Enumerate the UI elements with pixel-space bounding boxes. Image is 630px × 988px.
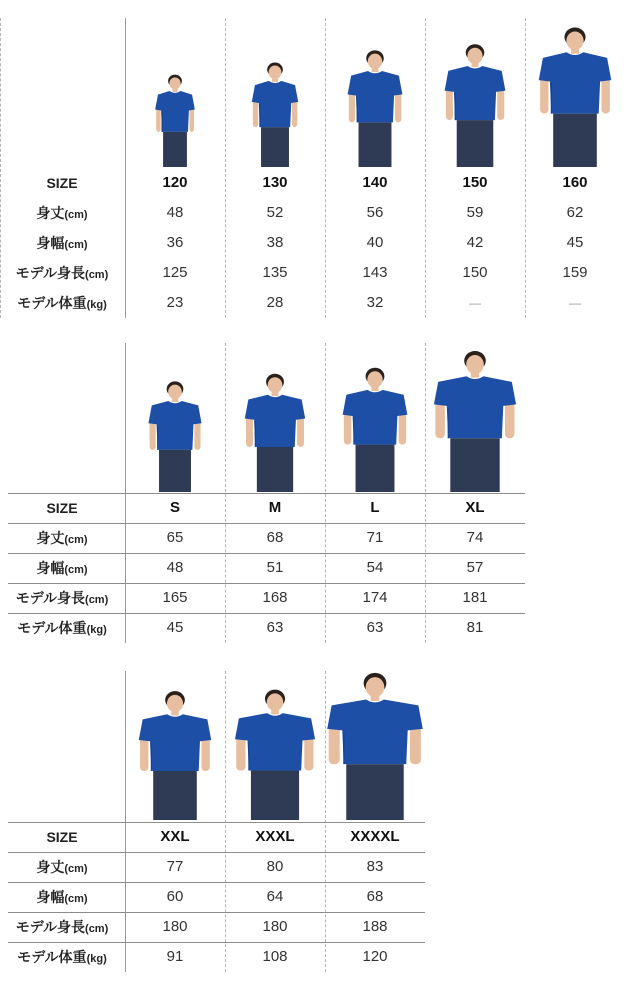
size-header-label: SIZE [46, 500, 78, 516]
row-label-text: モデル体重 [17, 295, 87, 311]
size-column-header: 130 [262, 174, 288, 191]
row-label-text: 身丈 [36, 530, 65, 546]
size-column-header: M [268, 499, 282, 516]
table-cell: — [469, 296, 481, 310]
model-photo [327, 18, 423, 168]
size-column-header: XXL [160, 828, 190, 845]
row-label-unit: (kg) [86, 953, 107, 965]
row-label [0, 852, 124, 882]
model-photo [427, 18, 523, 168]
size-column-header: L [370, 499, 380, 516]
model-photo-icon [327, 18, 423, 168]
table-cell: 168 [262, 589, 288, 606]
table-cell: 77 [166, 858, 184, 875]
model-photo-icon [227, 343, 323, 493]
table-cell: 74 [466, 529, 484, 546]
table-cell: 60 [166, 888, 184, 905]
model-photo [227, 18, 323, 168]
size-table-1 [0, 18, 630, 318]
table-cell: 80 [266, 858, 284, 875]
size-header-label: SIZE [46, 175, 78, 191]
table-cell: 63 [366, 619, 384, 636]
table-cell: 32 [366, 294, 384, 311]
table-cell: 188 [362, 918, 388, 935]
model-photo-icon [427, 18, 523, 168]
model-photo-icon [427, 343, 523, 493]
model-photo [127, 343, 223, 493]
table-cell: 40 [366, 234, 384, 251]
table-cell: 180 [262, 918, 288, 935]
table-cell: 159 [562, 264, 588, 281]
model-photo-icon [527, 18, 623, 168]
size-column-header: S [169, 499, 180, 516]
table-cell: 48 [166, 559, 184, 576]
table-cell: 68 [266, 529, 284, 546]
row-label-text: モデル身長 [15, 265, 86, 281]
row-label-unit: (kg) [86, 299, 107, 311]
table-cell: 143 [362, 264, 388, 281]
model-photo-icon [327, 671, 423, 821]
table-cell: 174 [362, 589, 388, 606]
table-cell: 81 [466, 619, 484, 636]
row-label [0, 228, 124, 258]
row-label-unit: (cm) [85, 923, 109, 935]
row-label-unit: (cm) [64, 239, 88, 251]
row-label-unit: (cm) [64, 209, 88, 221]
row-label [0, 198, 124, 228]
model-photo [327, 343, 423, 493]
row-label-unit: (cm) [64, 863, 88, 875]
size-column-header: 160 [562, 174, 588, 191]
table-cell: 28 [266, 294, 284, 311]
model-photo [127, 671, 223, 822]
table-cell: 71 [366, 529, 384, 546]
row-label [0, 258, 124, 288]
row-label [0, 553, 124, 583]
size-table-2 [0, 343, 630, 643]
table-cell: 38 [266, 234, 284, 251]
table-cell: 65 [166, 529, 184, 546]
row-label [0, 583, 124, 613]
table-cell: 45 [166, 619, 184, 636]
table-cell: 125 [162, 264, 188, 281]
row-label-text: モデル身長 [15, 590, 86, 606]
model-photo-icon [127, 671, 223, 821]
size-column-header: 150 [462, 174, 488, 191]
model-photo-icon [327, 343, 423, 493]
table-cell: 181 [462, 589, 488, 606]
table-cell: — [569, 296, 581, 310]
model-photo [127, 18, 223, 168]
table-cell: 63 [266, 619, 284, 636]
row-label [0, 912, 124, 942]
table-cell: 91 [166, 948, 184, 965]
row-label-unit: (cm) [64, 893, 88, 905]
table-cell: 120 [362, 948, 388, 965]
size-column-header: XXXL [255, 828, 295, 845]
row-label-text: 身幅 [36, 889, 65, 905]
model-photo [227, 671, 323, 822]
row-label [0, 613, 124, 643]
model-photo [527, 18, 623, 168]
table-cell: 23 [166, 294, 184, 311]
row-label-unit: (cm) [64, 564, 88, 576]
row-label-unit: (cm) [85, 594, 109, 606]
row-label-unit: (cm) [64, 534, 88, 546]
model-photo-icon [227, 18, 323, 168]
size-column-header: XXXXL [350, 828, 400, 845]
table-cell: 51 [266, 559, 284, 576]
row-label [0, 288, 124, 318]
table-cell: 64 [266, 888, 284, 905]
row-label-text: 身幅 [36, 560, 65, 576]
row-label [0, 523, 124, 553]
table-cell: 56 [366, 204, 384, 221]
size-header-label: SIZE [46, 829, 78, 845]
table-cell: 48 [166, 204, 184, 221]
table-cell: 150 [462, 264, 488, 281]
row-label-text: 身幅 [36, 235, 65, 251]
size-column-header: 120 [162, 174, 188, 191]
model-photo-icon [127, 343, 223, 493]
model-photo-icon [127, 18, 223, 168]
row-label-unit: (cm) [85, 269, 109, 281]
row-label-text: モデル体重 [17, 620, 87, 636]
table-cell: 135 [262, 264, 288, 281]
table-cell: 45 [566, 234, 584, 251]
size-column-header: XL [465, 499, 485, 516]
table-cell: 57 [466, 559, 484, 576]
table-cell: 52 [266, 204, 284, 221]
model-photo [227, 343, 323, 493]
model-photo [327, 671, 423, 822]
table-cell: 62 [566, 204, 584, 221]
row-label [0, 882, 124, 912]
model-photo-icon [227, 671, 323, 821]
table-cell: 59 [466, 204, 484, 221]
table-cell: 68 [366, 888, 384, 905]
row-label-text: 身丈 [36, 859, 65, 875]
row-label-text: モデル体重 [17, 949, 87, 965]
size-table-3 [0, 671, 630, 972]
size-column-header: 140 [362, 174, 388, 191]
table-cell: 54 [366, 559, 384, 576]
table-cell: 165 [162, 589, 188, 606]
model-photo [427, 343, 523, 493]
row-label [0, 942, 124, 972]
table-cell: 36 [166, 234, 184, 251]
row-label-unit: (kg) [86, 624, 107, 636]
table-cell: 42 [466, 234, 484, 251]
row-label-text: 身丈 [36, 205, 65, 221]
row-label-text: モデル身長 [15, 919, 86, 935]
table-cell: 83 [366, 858, 384, 875]
table-cell: 180 [162, 918, 188, 935]
table-cell: 108 [262, 948, 288, 965]
